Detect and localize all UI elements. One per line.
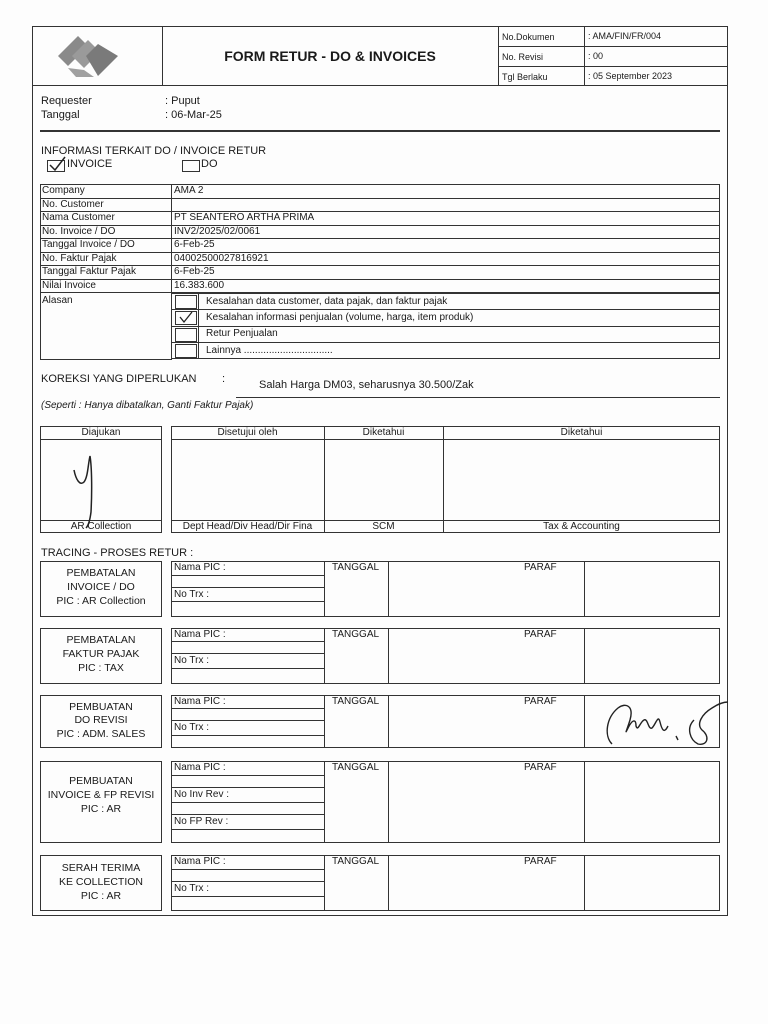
field-value-tanggal-faktur: 6-Feb-25 — [174, 266, 215, 277]
tracing-5-line-2: KE COLLECTION — [58, 876, 144, 888]
tracing-4-field-3: No FP Rev : — [174, 816, 229, 827]
field-label-tanggal-faktur: Tanggal Faktur Pajak — [42, 266, 136, 277]
field-value-company: AMA 2 — [174, 185, 204, 196]
field-label-nilai-invoice: Nilai Invoice — [42, 280, 96, 291]
info-title: INFORMASI TERKAIT DO / INVOICE RETUR — [41, 145, 267, 157]
tracing-4-paraf: PARAF — [524, 762, 557, 773]
tracing-3-paraf: PARAF — [524, 696, 557, 707]
tracing-3-field-2: No Trx : — [174, 722, 210, 733]
tracing-5-line-3: PIC : AR — [80, 890, 122, 902]
tracing-block-1 — [171, 561, 720, 617]
tracing-5-tanggal: TANGGAL — [332, 856, 380, 867]
approval-footer-scm: SCM — [372, 521, 395, 532]
meta-label-revisi: No. Revisi — [502, 52, 544, 62]
field-label-no-invoice: No. Invoice / DO — [42, 226, 116, 237]
koreksi-value: Salah Harga DM03, seharusnya 30.500/Zak — [259, 379, 474, 391]
tracing-block-2 — [171, 628, 720, 684]
requester-label: Requester — [41, 95, 92, 107]
form-title: FORM RETUR - DO & INVOICES — [224, 48, 436, 64]
approval-footer-dept: Dept Head/Div Head/Dir Fina — [182, 521, 313, 532]
field-value-no-invoice: INV2/2025/02/0061 — [174, 226, 261, 237]
tracing-1-field-1: Nama PIC : — [174, 562, 226, 573]
tracing-3-line-2: DO REVISI — [74, 714, 128, 726]
company-logo-icon — [56, 33, 120, 79]
alasan-checkbox-1[interactable] — [175, 295, 197, 309]
approval-header-disetujui: Disetujui oleh — [217, 427, 278, 438]
alasan-checkbox-4[interactable] — [175, 344, 197, 358]
tracing-2-field-2: No Trx : — [174, 655, 210, 666]
meta-label-berlaku: Tgl Berlaku — [502, 72, 548, 82]
do-label: DO — [201, 158, 218, 170]
tracing-1-line-1: PEMBATALAN — [66, 567, 136, 579]
field-value-nilai-invoice: 16.383.600 — [174, 280, 225, 291]
field-label-no-customer: No. Customer — [42, 199, 104, 210]
requester-value: : Puput — [165, 95, 200, 107]
tracing-2-line-1: PEMBATALAN — [66, 634, 136, 646]
approval-header-diketahui-scm: Diketahui — [362, 427, 405, 438]
tracing-title: TRACING - PROSES RETUR : — [41, 547, 194, 559]
approval-footer-tax: Tax & Accounting — [543, 521, 620, 532]
signature-adm-sales — [598, 700, 728, 748]
koreksi-label: KOREKSI YANG DIPERLUKAN — [41, 373, 197, 385]
alasan-option-1: Kesalahan data customer, data pajak, dan faktur pajak — [206, 296, 448, 307]
approval-grid — [171, 426, 720, 533]
field-label-nama-customer: Nama Customer — [42, 212, 115, 223]
tracing-3-field-1: Nama PIC : — [174, 696, 226, 707]
tracing-block-5 — [171, 855, 720, 911]
tracing-block-4-label — [40, 761, 162, 843]
tracing-2-line-2: FAKTUR PAJAK — [62, 648, 140, 660]
checkmark-icon — [48, 156, 66, 172]
tracing-3-tanggal: TANGGAL — [332, 696, 380, 707]
tracing-4-tanggal: TANGGAL — [332, 762, 380, 773]
alasan-option-4: Lainnya ................................ — [206, 345, 333, 356]
tracing-4-field-2: No Inv Rev : — [174, 789, 230, 800]
approval-footer-ar: AR Collection — [70, 521, 132, 532]
tracing-5-line-1: SERAH TERIMA — [61, 862, 141, 874]
tracing-4-line-1: PEMBUATAN — [69, 775, 133, 787]
tracing-1-tanggal: TANGGAL — [332, 562, 380, 573]
approval-header-diketahui-tax: Diketahui — [560, 427, 603, 438]
date-label: Tanggal — [41, 109, 80, 121]
field-label-no-faktur: No. Faktur Pajak — [42, 253, 117, 264]
tracing-5-field-1: Nama PIC : — [174, 856, 226, 867]
meta-value-revisi: : 00 — [588, 51, 604, 61]
signature-ar-collection — [66, 446, 116, 530]
tracing-5-paraf: PARAF — [524, 856, 557, 867]
meta-label-dokumen: No.Dokumen — [502, 32, 555, 42]
approval-header-diajukan: Diajukan — [81, 427, 121, 438]
alasan-option-2: Kesalahan informasi penjualan (volume, harga, item produk) — [206, 312, 474, 323]
invoice-label: INVOICE — [67, 158, 113, 170]
tracing-4-line-2: INVOICE & FP REVISI — [47, 789, 155, 801]
field-label-company: Company — [42, 185, 85, 196]
field-value-nama-customer: PT SEANTERO ARTHA PRIMA — [174, 212, 315, 223]
tracing-4-line-3: PIC : AR — [80, 803, 122, 815]
tracing-1-line-2: INVOICE / DO — [67, 581, 135, 593]
tracing-3-line-3: PIC : ADM. SALES — [56, 728, 146, 740]
tracing-3-line-1: PEMBUATAN — [69, 701, 133, 713]
field-value-tanggal-invoice: 6-Feb-25 — [174, 239, 215, 250]
tracing-1-paraf: PARAF — [524, 562, 557, 573]
tracing-4-field-1: Nama PIC : — [174, 762, 226, 773]
date-value: : 06-Mar-25 — [165, 109, 222, 121]
tracing-2-field-1: Nama PIC : — [174, 629, 226, 640]
alasan-checkbox-3[interactable] — [175, 328, 197, 342]
alasan-option-3: Retur Penjualan — [206, 328, 278, 339]
tracing-1-field-2: No Trx : — [174, 589, 210, 600]
tracing-2-paraf: PARAF — [524, 629, 557, 640]
koreksi-example: (Seperti : Hanya dibatalkan, Ganti Faktur Pajak) — [41, 400, 254, 411]
meta-value-dokumen: : AMA/FIN/FR/004 — [588, 31, 662, 41]
field-value-no-faktur: 04002500027816921 — [174, 253, 269, 264]
alasan-label: Alasan — [42, 295, 73, 306]
checkmark-icon — [179, 311, 193, 324]
do-checkbox[interactable] — [182, 160, 200, 172]
field-label-tanggal-invoice: Tanggal Invoice / DO — [42, 239, 135, 250]
koreksi-colon: : — [222, 373, 226, 385]
meta-value-berlaku: : 05 September 2023 — [588, 71, 673, 81]
tracing-2-tanggal: TANGGAL — [332, 629, 380, 640]
tracing-2-line-3: PIC : TAX — [78, 662, 124, 674]
tracing-5-field-2: No Trx : — [174, 883, 210, 894]
tracing-1-line-3: PIC : AR Collection — [56, 595, 146, 607]
